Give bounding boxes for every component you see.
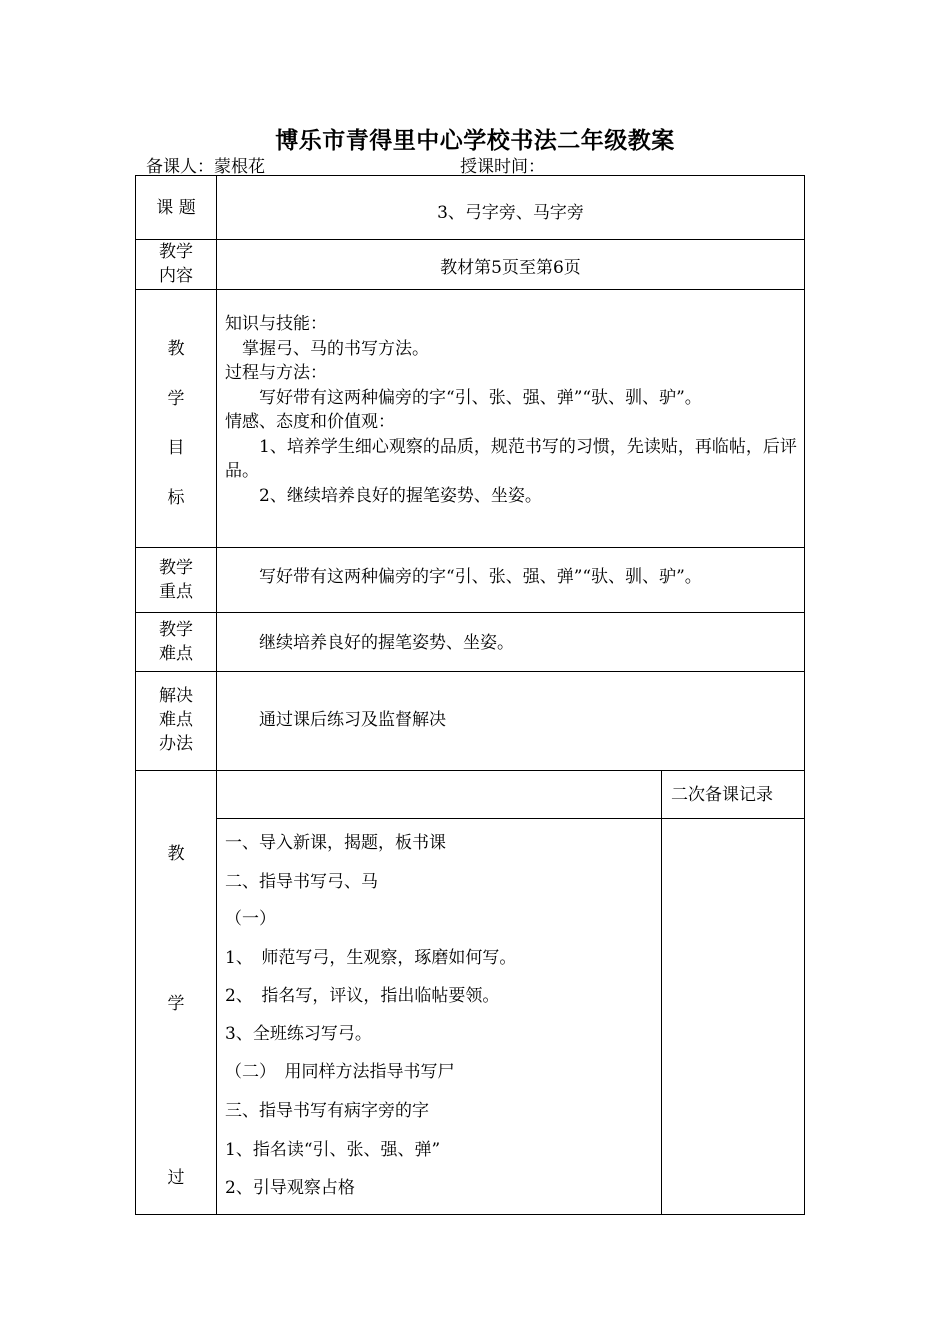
solution-label-line: 难点 xyxy=(159,710,193,730)
document-title: 博乐市青得里中心学校书法二年级教案 xyxy=(275,127,675,154)
process-line: 三、指导书写有病字旁的字 xyxy=(225,1101,429,1121)
solution-label-line: 解决 xyxy=(159,686,193,706)
goals-line: 1、培养学生细心观察的品质，规范书写的习惯，先读贴，再临帖，后评品。 xyxy=(225,436,797,481)
content-label-line: 教学 xyxy=(159,242,193,262)
goals-line: 掌握弓、马的书写方法。 xyxy=(225,338,429,359)
content-value: 教材第5页至第6页 xyxy=(440,258,581,278)
topic-value: 3、弓字旁、马字旁 xyxy=(437,203,584,223)
process-line: 3、全班练习写弓。 xyxy=(225,1024,372,1044)
goals-label-char: 教 xyxy=(167,339,185,359)
lesson-plan-table xyxy=(135,175,805,1215)
process-line: 2、引导观察占格 xyxy=(225,1178,355,1198)
key-points-label-line: 教学 xyxy=(159,558,193,578)
solution-label xyxy=(136,684,216,756)
process-line: （二） 用同样方法指导书写尸 xyxy=(225,1062,455,1082)
process-header-divider xyxy=(216,818,805,819)
process-label-char: 教 xyxy=(167,844,185,864)
goals-line: 过程与方法： xyxy=(225,363,327,383)
key-points-label xyxy=(136,556,216,604)
key-points-value: 写好带有这两种偏旁的字“引、张、强、弹”“驮、驯、驴”。 xyxy=(225,567,702,587)
process-line: （一） xyxy=(225,909,276,929)
goals-line: 情感、态度和价值观： xyxy=(225,412,395,432)
goals-label-char: 学 xyxy=(167,389,185,409)
solution-label-line: 办法 xyxy=(159,734,193,754)
row-divider xyxy=(136,671,805,672)
topic-label: 课 题 xyxy=(156,198,196,218)
goals-text xyxy=(225,312,801,508)
difficulties-value: 继续培养良好的握笔姿势、坐姿。 xyxy=(225,633,514,653)
second-record-column-divider xyxy=(661,770,662,1215)
content-label xyxy=(136,240,216,288)
goals-line: 知识与技能： xyxy=(225,314,327,334)
solution-value: 通过课后练习及监督解决 xyxy=(225,710,446,730)
goals-line: 2、继续培养良好的握笔姿势、坐姿。 xyxy=(225,485,542,506)
goals-label-char: 标 xyxy=(167,488,185,508)
difficulties-label-line: 难点 xyxy=(159,644,193,664)
goals-label-char: 目 xyxy=(167,438,185,458)
row-divider xyxy=(136,612,805,613)
process-line: 1、 师范写弓，生观察，琢磨如何写。 xyxy=(225,948,517,968)
difficulties-label xyxy=(136,618,216,666)
process-label-char: 过 xyxy=(167,1168,185,1188)
difficulties-label-line: 教学 xyxy=(159,620,193,640)
process-line: 1、指名读“引、张、强、弹” xyxy=(225,1140,441,1160)
label-column-divider xyxy=(216,176,217,1215)
process-label-char: 学 xyxy=(167,994,185,1014)
process-line: 一、导入新课，揭题，板书课 xyxy=(225,833,446,853)
process-line: 二、指导书写弓、马 xyxy=(225,872,378,892)
row-divider xyxy=(136,289,805,290)
content-label-line: 内容 xyxy=(159,266,193,286)
process-line: 2、 指名写，评议，指出临帖要领。 xyxy=(225,986,500,1006)
row-divider xyxy=(136,770,805,771)
second-record-header: 二次备课记录 xyxy=(671,785,773,805)
lesson-time-label: 授课时间： xyxy=(460,157,545,177)
goals-line: 写好带有这两种偏旁的字“引、张、强、弹”“驮、驯、驴”。 xyxy=(225,387,702,408)
preparer-label: 备课人：蒙根花 xyxy=(146,157,265,177)
row-divider xyxy=(136,547,805,548)
row-divider xyxy=(136,239,805,240)
key-points-label-line: 重点 xyxy=(159,582,193,602)
